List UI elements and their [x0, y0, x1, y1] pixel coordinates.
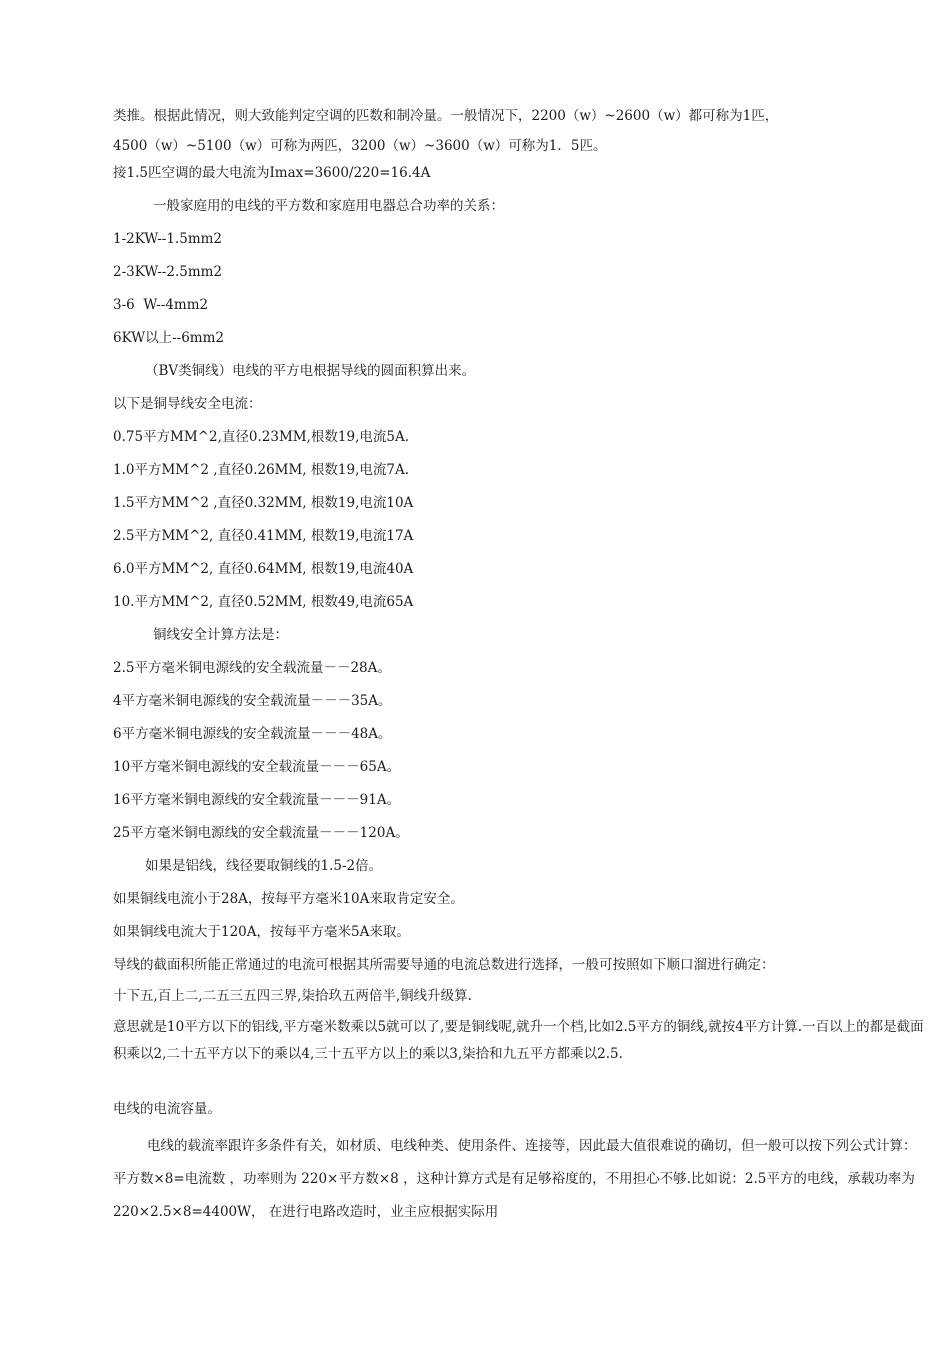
text-line: 6.0平方MM^2, 直径0.64MM, 根数19,电流40A: [113, 561, 414, 577]
text-line: 3-6 W--4mm2: [113, 297, 209, 313]
text-line: （BV类铜线）电线的平方电根据导线的圆面积算出来。: [145, 363, 476, 379]
text-line: 以下是铜导线安全电流：: [113, 396, 262, 412]
text-line: 2.5平方MM^2, 直径0.41MM, 根数19,电流17A: [113, 528, 414, 544]
text-line: 类推。根据此情况，则大致能判定空调的匹数和制冷量。一般情况下，2200（w）~2600（w）都可称为1匹，: [113, 108, 779, 124]
text-line: 导线的截面积所能正常通过的电流可根据其所需要导通的电流总数进行选择，一般可按照如下顺口溜进行确定：: [113, 957, 775, 973]
text-line: 6KW以上--6mm2: [113, 330, 224, 346]
text-paragraph: [113, 1130, 928, 1229]
text-paragraph: 意思就是10平方以下的铝线,平方毫米数乘以5就可以了,要是铜线呢,就升一个档,比如2.5平方的铜线,就按4平方计算.一百以上的都是截面积乘以2,二十五平方以下的乘以4,三十五平方以上的乘以3,柒拾和九五平方都乘以2.5.: [113, 1019, 924, 1062]
text-line: 如果铜线电流大于120A，按每平方毫米5A来取。: [113, 924, 410, 940]
document-body: [113, 103, 928, 1236]
text-line: 16平方毫米铜电源线的安全载流量－－－91A。: [113, 792, 401, 808]
text-line: 一般家庭用的电线的平方数和家庭用电器总合功率的关系：: [153, 198, 504, 214]
text-line: 接1.5匹空调的最大电流为Imax=3600/220=16.4A: [113, 165, 431, 181]
text-line: 2.5平方毫米铜电源线的安全载流量－－28A。: [113, 660, 391, 676]
text-line: 1.5平方MM^2 ,直径0.32MM, 根数19,电流10A: [113, 495, 414, 511]
text-line: 10平方毫米铜电源线的安全载流量－－－65A。: [113, 759, 401, 775]
text-line: 4平方毫米铜电源线的安全载流量－－－35A。: [113, 693, 392, 709]
text-line: 如果是铝线，线径要取铜线的1.5-2倍。: [145, 858, 383, 874]
text-paragraph-body: 电线的载流率跟许多条件有关，如材质、电线种类、使用条件、连接等，因此最大值很难说的确切，但一般可以按下列公式计算：平方数×8=电流数 ，功率则为 220×平方数×8 ，这种计算方式是有足够裕度的，不用担心不够.比如说：2.5平方的电线，承载功率为220×2.5×8=4400W， 在进行电路改造时，业主应根据实际用: [113, 1138, 917, 1220]
text-line: 1-2KW--1.5mm2: [113, 231, 223, 247]
text-line: 10.平方MM^2, 直径0.52MM, 根数49,电流65A: [113, 594, 414, 610]
text-line: 4500（w）~5100（w）可称为两匹，3200（w）~3600（w）可称为1．5匹。: [113, 138, 607, 154]
text-line: 铜线安全计算方法是：: [153, 627, 288, 643]
text-line: 2-3KW--2.5mm2: [113, 264, 223, 280]
text-line: 十下五,百上二,二五三五四三界,柒拾玖五两倍半,铜线升级算.: [113, 988, 472, 1004]
text-line: 1.0平方MM^2 ,直径0.26MM, 根数19,电流7A.: [113, 462, 409, 478]
text-line: 25平方毫米铜电源线的安全载流量－－－120A。: [113, 825, 409, 841]
text-line: 如果铜线电流小于28A，按每平方毫米10A来取肯定安全。: [113, 891, 464, 907]
text-line: 6平方毫米铜电源线的安全载流量－－－48A。: [113, 726, 392, 742]
text-line: 0.75平方MM^2,直径0.23MM,根数19,电流5A.: [113, 429, 409, 445]
text-line: 电线的电流容量。: [113, 1101, 221, 1117]
